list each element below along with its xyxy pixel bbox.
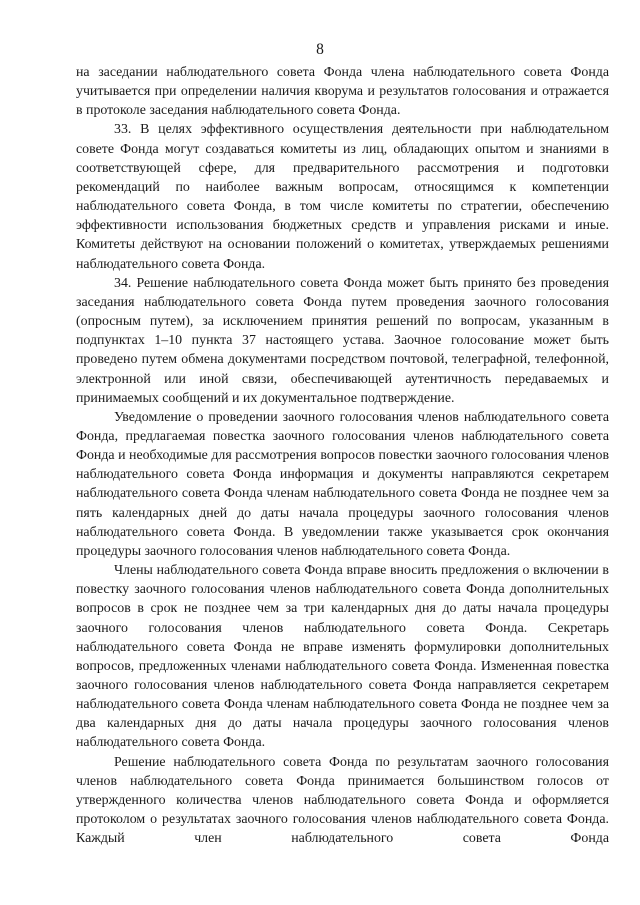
paragraph-notification: Уведомление о проведении заочного голосования членов наблюдательного совета Фонда, предлагаемая повестка заочного голосования членов наблюдательного совета Фонда и необходимые для рассмотрения вопросов повестки заочного голосования членов наблюдательного совета Фонда информация и документы направляются секретарем наблюдательного совета Фонда членам наблюдательного совета Фонда не позднее чем за пять календарных дней до даты начала процедуры заочного голосования членов наблюдательного совета Фонда. В уведомлении также указывается срок окончания процедуры заочного голосования членов наблюдательного совета Фонда. — [76, 409, 609, 559]
document-body — [76, 63, 609, 848]
paragraph-item-33: 33. В целях эффективного осуществления деятельности при наблюдательном совете Фонда могут создаваться комитеты из лиц, обладающих опытом и знаниями в соответствующей сфере, для предварительного рассмотрения и подготовки рекомендаций по наиболее важным вопросам, относящимся к компетенции наблюдательного совета Фонда, в том числе комитеты по стратегии, обеспечению эффективности использования бюджетных средств и управления рисками и иные. Комитеты действуют на основании положений о комитетах, утверждаемых решениями наблюдательного совета Фонда. — [76, 122, 609, 272]
paragraph-continuation: на заседании наблюдательного совета Фонда члена наблюдательного совета Фонда учитывается при определении наличия кворума и результатов голосования и отражается в протоколе заседания наблюдательного совета Фонда. — [76, 65, 609, 119]
page-number: 8 — [316, 41, 324, 58]
paragraph-decision: Решение наблюдательного совета Фонда по результатам заочного голосования членов наблюдательного совета Фонда принимается большинством голосов от утвержденного количества членов наблюдательного совета Фонда и оформляется протоколом о результатах заочного голосования членов наблюдательного совета Фонда. Каждый член наблюдательного совета Фонда — [76, 754, 609, 847]
paragraph-item-34: 34. Решение наблюдательного совета Фонда может быть принято без проведения заседания наблюдательного совета Фонда путем проведения заочного голосования (опросным путем), за исключением принятия решений по вопросам, указанным в подпунктах 1–10 пункта 37 настоящего устава. Заочное голосование может быть проведено путем обмена документами посредством почтовой, телеграфной, телефонной, электронной или иной связи, обеспечивающей аутентичность передаваемых и принимаемых сообщений и их документальное подтверждение. — [76, 275, 609, 406]
paragraph-proposals: Члены наблюдательного совета Фонда вправе вносить предложения о включении в повестку заочного голосования членов наблюдательного совета Фонда дополнительных вопросов в срок не позднее чем за три календарных дня до даты начала процедуры заочного голосования членов наблюдательного совета Фонда. Секретарь наблюдательного совета Фонда не вправе изменять формулировки дополнительных вопросов, предложенных членами наблюдательного совета Фонда. Измененная повестка заочного голосования членов наблюдательного совета Фонда направляется секретарем наблюдательного совета Фонда членам наблюдательного совета Фонда не позднее чем за два календарных дня до даты начала процедуры заочного голосования членов наблюдательного совета Фонда. — [76, 563, 609, 751]
